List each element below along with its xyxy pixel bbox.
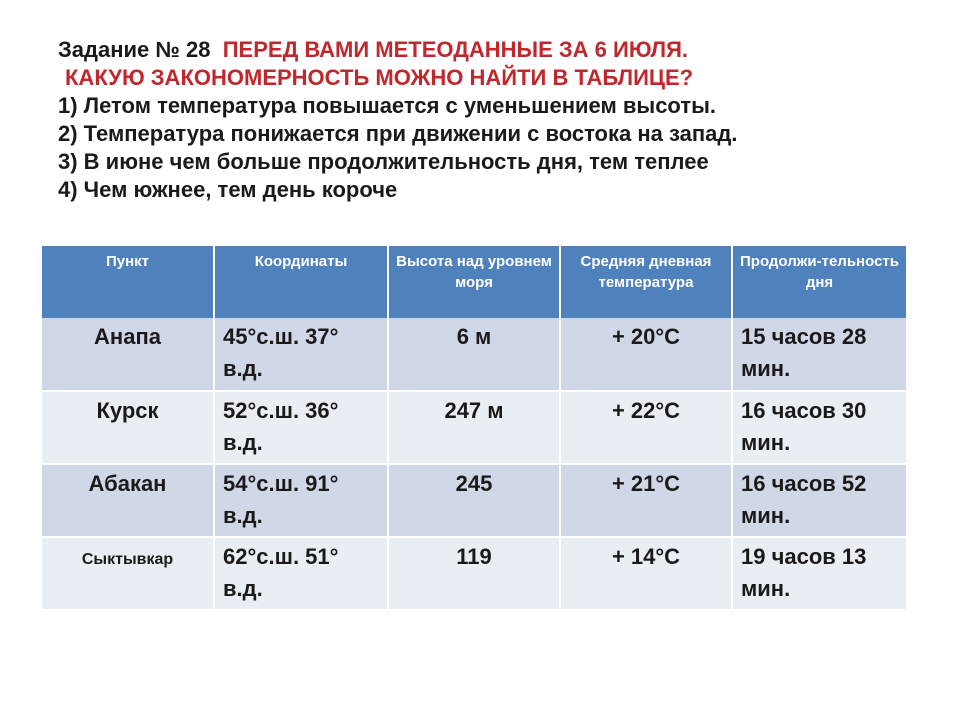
answer-option-4: 4) Чем южнее, тем день короче <box>58 177 398 202</box>
cell-day-length: 16 часов 30 мин. <box>732 391 906 464</box>
cell-altitude: 245 <box>388 464 560 537</box>
table-header-row <box>42 246 906 318</box>
cell-temperature: + 14°С <box>560 537 732 610</box>
cell-name: Абакан <box>42 464 214 537</box>
header-point: Пункт <box>42 246 214 318</box>
cell-day-length: 19 часов 13 мин. <box>732 537 906 610</box>
cell-day-length: 16 часов 52 мин. <box>732 464 906 537</box>
answer-option-1: 1) Летом температура повышается с уменьшением высоты. <box>58 93 716 118</box>
cell-altitude: 119 <box>388 537 560 610</box>
task-label: Задание № 28 <box>58 37 211 62</box>
table-row <box>42 537 906 610</box>
cell-temperature: + 22°С <box>560 391 732 464</box>
cell-altitude: 6 м <box>388 318 560 391</box>
answer-option-3: 3) В июне чем больше продолжительность дня, тем теплее <box>58 149 709 174</box>
cell-coordinates: 52°с.ш. 36° в.д. <box>214 391 388 464</box>
task-header <box>58 36 938 204</box>
cell-temperature: + 21°С <box>560 464 732 537</box>
cell-altitude: 247 м <box>388 391 560 464</box>
header-day-length: Продолжи-тельность дня <box>732 246 906 318</box>
header-altitude: Высота над уровнем моря <box>388 246 560 318</box>
task-question: КАКУЮ ЗАКОНОМЕРНОСТЬ МОЖНО НАЙТИ В ТАБЛИЦЕ? <box>65 65 694 90</box>
cell-name: Сыктывкар <box>42 537 214 610</box>
cell-coordinates: 54°с.ш. 91° в.д. <box>214 464 388 537</box>
table-row <box>42 391 906 464</box>
cell-coordinates: 62°с.ш. 51° в.д. <box>214 537 388 610</box>
cell-coordinates: 45°с.ш. 37° в.д. <box>214 318 388 391</box>
table-row <box>42 318 906 391</box>
cell-name: Курск <box>42 391 214 464</box>
cell-day-length: 15 часов 28 мин. <box>732 318 906 391</box>
answer-option-2: 2) Температура понижается при движении с востока на запад. <box>58 121 738 146</box>
task-title-line-1 <box>58 36 938 64</box>
header-temperature: Средняя дневная температура <box>560 246 732 318</box>
header-coordinates: Координаты <box>214 246 388 318</box>
cell-name: Анапа <box>42 318 214 391</box>
task-title: ПЕРЕД ВАМИ МЕТЕОДАННЫЕ ЗА 6 ИЮЛЯ. <box>222 37 689 62</box>
weather-data-table <box>42 246 906 611</box>
cell-temperature: + 20°С <box>560 318 732 391</box>
table-row <box>42 464 906 537</box>
